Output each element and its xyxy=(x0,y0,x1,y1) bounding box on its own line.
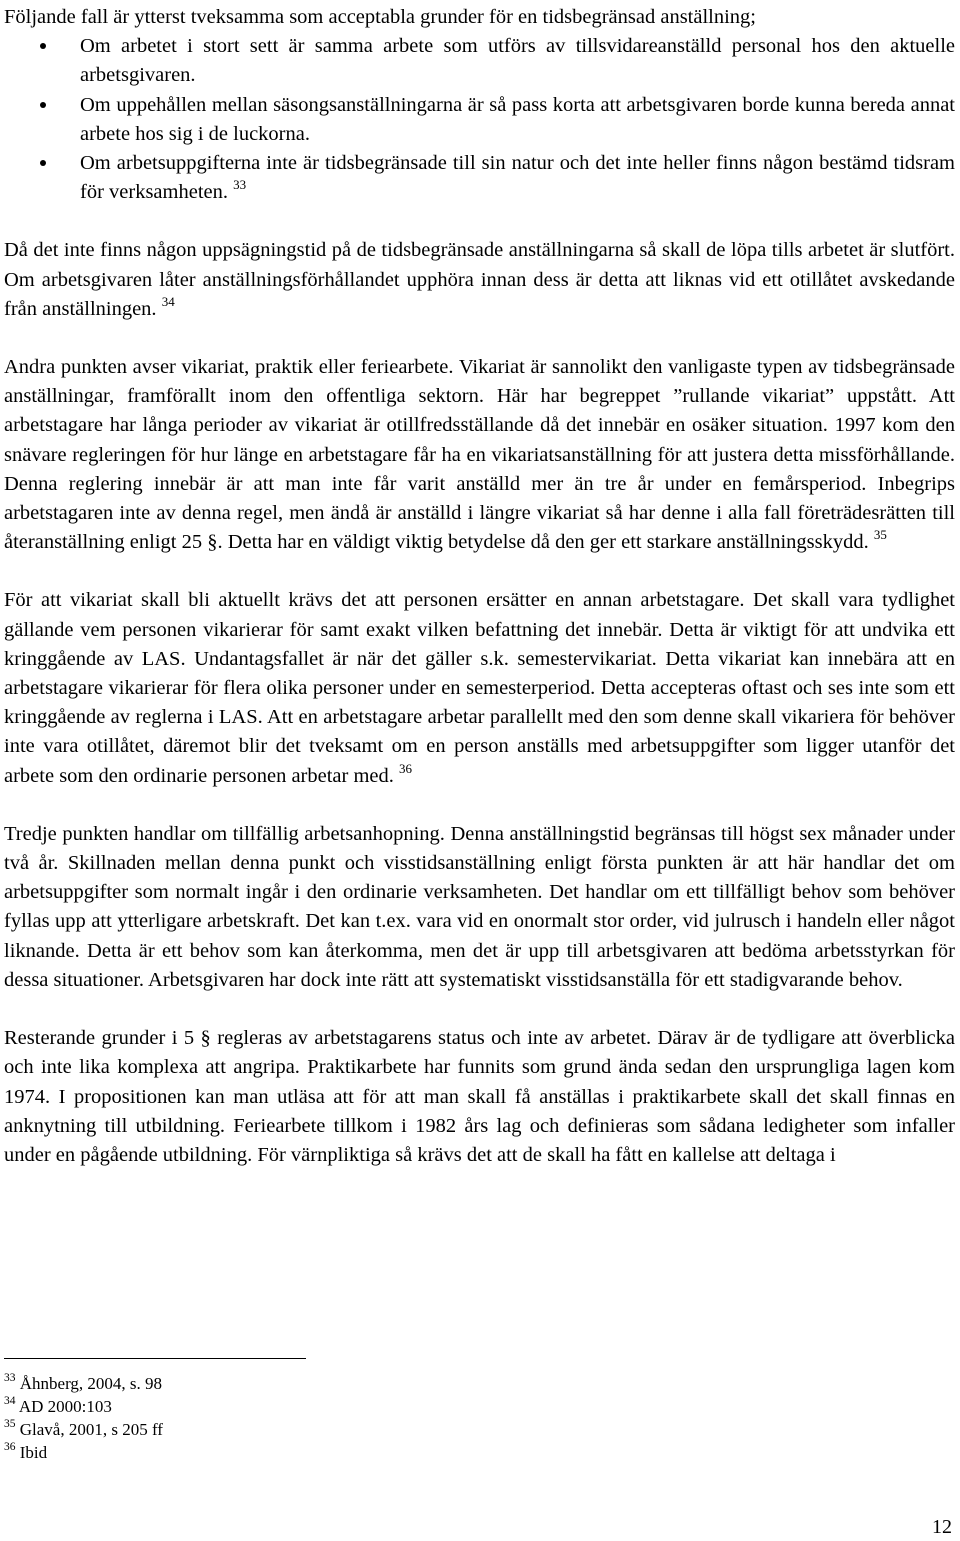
paragraph xyxy=(4,353,955,557)
footnote xyxy=(4,1441,604,1464)
criteria-list xyxy=(4,32,955,207)
footnote-number: 33 xyxy=(4,1372,16,1384)
list-item xyxy=(4,149,955,207)
footnote-text: Åhnberg, 2004, s. 98 xyxy=(19,1374,163,1393)
footnote-text: Ibid xyxy=(19,1443,48,1462)
list-item-text: Om arbetsuppgifterna inte är tidsbegränsade till sin natur och det inte heller finns någon bestämd tidsram för verksamheten. xyxy=(80,152,955,204)
footnote-ref: 34 xyxy=(161,293,175,309)
paragraph: Tredje punkten handlar om tillfällig arbetsanhopning. Denna anställningstid begränsas till högst sex månader under två år. Skillnaden mellan denna punkt och visstidsanställning enligt första punkten är att här handlar det om arbetsuppgifter som normalt ingår i den ordinarie verksamheten. Det handlar om ett tillfälligt behov som behöver fyllas upp att ytterligare arbetskraft. Det kan t.ex. vara vid en onormalt stor order, vid julrusch i handeln eller något liknande. Detta är ett behov som kan återkomma, men det är upp till arbetsgivaren att bedöma arbetsstyrkan för dessa situationer. Arbetsgivaren har dock inte rätt att systematiskt visstidsanställa för ett stadigvarande behov. xyxy=(4,822,955,991)
footnotes xyxy=(4,1372,604,1464)
document-page xyxy=(4,0,955,1170)
footnote-ref: 35 xyxy=(873,527,887,543)
paragraph xyxy=(4,236,955,324)
paragraph: Resterande grunder i 5 § regleras av arbetstagarens status och inte av arbetet. Därav är de tydligare att överblicka och inte lika komplexa att angripa. Praktikarbete har funnits som grund ända sedan den ursprungliga lagen kom 1974. I propositionen kan man utläsa att för att man skall få anställas i praktikarbete skall det skall finnas en anknytning till utbildning. Feriearbete tillkom i 1982 års lag och definieras som sådana ledigheter som infaller under en pågående utbildning. För värnpliktiga så krävs det att de skall ha fått en kallelse att deltaga i xyxy=(4,1027,955,1166)
footnote-text: AD 2000:103 xyxy=(18,1397,112,1416)
paragraph xyxy=(4,586,955,790)
footnote xyxy=(4,1418,604,1441)
footnote-ref: 36 xyxy=(399,760,413,776)
paragraph-text: Andra punkten avser vikariat, praktik eller feriearbete. Vikariat är sannolikt den vanligaste typen av tidsbegränsade anställningar, framförallt inom den offentliga sektorn. Här har begreppet ”rullande vikariat” uppstått. Att arbetstagare har långa perioder av vikariat är otillfredsställande då det innebär en osäker situation. 1997 kom den snävare regleringen för hur länge en arbetstagare får ha en vikariatsanställning för att justera detta missförhållande. Denna reglering innebär är att man inte får varit anställd mer än tre år under en femårsperiod. Inbegrips arbetstagaren inte av denna regel, men ändå är anställd i längre vikariat så har denne i alla fall företrädesrätten till återanställning enligt 25 §. Detta har en väldigt viktig betydelse då den ger ett starkare anställningsskydd. xyxy=(4,356,955,554)
footnote-separator xyxy=(4,1358,306,1359)
footnote-number: 35 xyxy=(4,1418,16,1430)
paragraph-text: För att vikariat skall bli aktuellt krävs det att personen ersätter en annan arbetstagare. Det skall vara tydlighet gällande vem personen vikarierar för samt exakt vilken befattning det innebär. Detta är viktigt för att undvika ett kringgående av LAS. Undantagsfallet är när det gäller s.k. semestervikariat. Detta vikariat kan innebära att en arbetstagare vikarierar för flera olika personer under en semesterperiod. Detta accepteras oftast och ses inte som ett kringgående av reglerna i LAS. Att en arbetstagare arbetar parallellt med den som denne skall vikariera för behöver inte vara otillåtet, däremot blir det tveksamt om en person anställs med arbetsuppgifter som ligger utanför det arbete som den ordinarie personen arbetar med. xyxy=(4,589,955,787)
list-item xyxy=(4,32,955,90)
list-item-text: Om arbetet i stort sett är samma arbete som utförs av tillsvidareanställd personal hos den aktuelle arbetsgivaren. xyxy=(80,35,955,87)
footnote-text: Glavå, 2001, s 205 ff xyxy=(19,1420,163,1439)
intro-line: Följande fall är ytterst tveksamma som acceptabla grunder för en tidsbegränsad anställning; xyxy=(4,6,756,28)
page-number: 12 xyxy=(932,1516,952,1538)
footnote xyxy=(4,1395,604,1418)
footnote xyxy=(4,1372,604,1395)
bullet-icon xyxy=(40,43,46,49)
list-item-text: Om uppehållen mellan säsongsanställningarna är så pass korta att arbetsgivaren borde kunna bereda annat arbete hos sig i de luckorna. xyxy=(80,93,955,145)
bullet-icon xyxy=(40,102,46,108)
footnote-number: 36 xyxy=(4,1441,16,1453)
paragraph-text: Då det inte finns någon uppsägningstid på de tidsbegränsade anställningarna så skall de löpa tills arbetet är slutfört. Om arbetsgivaren låter anställningsförhållandet upphöra innan dess är detta att liknas vid ett otillåtet avskedande från anställningen. xyxy=(4,239,955,320)
footnote-number: 34 xyxy=(4,1395,16,1407)
bullet-icon xyxy=(40,160,46,166)
list-item xyxy=(4,91,955,149)
footnote-ref: 33 xyxy=(233,177,247,193)
